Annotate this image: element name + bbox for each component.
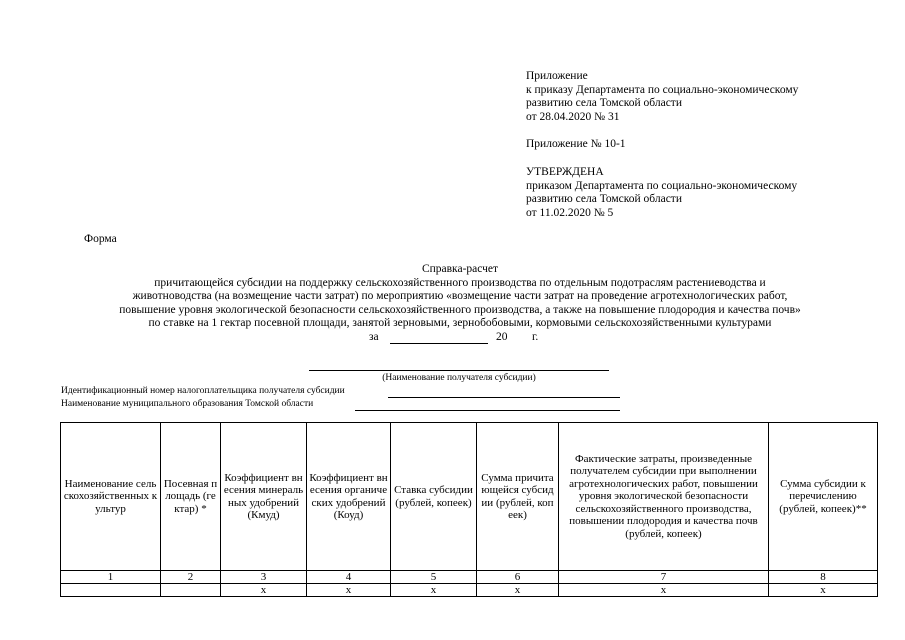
period-fill-line[interactable] xyxy=(390,343,488,344)
table-cell: х xyxy=(769,584,878,597)
municipality-label: Наименование муниципального образования Томской области xyxy=(61,399,314,409)
column-number: 4 xyxy=(307,571,391,584)
appendix-header xyxy=(526,70,798,220)
municipality-fill-line[interactable] xyxy=(355,410,620,411)
header-mineral-coefficient: Коэффициент внесения минеральных удобрений (Кмуд) xyxy=(221,423,307,571)
appendix-line: от 28.04.2020 № 31 xyxy=(526,110,620,123)
approved-line: от 11.02.2020 № 5 xyxy=(526,206,614,219)
title-line: животноводства (на возмещение части затрат) по мероприятию «возмещение части затрат на проведение агротехнологических работ, xyxy=(132,290,788,303)
period-year-suffix: г. xyxy=(532,330,539,343)
period-line xyxy=(40,331,880,345)
table-cell: х xyxy=(307,584,391,597)
header-subsidy-due: Сумма причитающейся субсидии (рублей, копеек) xyxy=(477,423,559,571)
column-number: 1 xyxy=(61,571,161,584)
recipient-caption: (Наименование получателя субсидии) xyxy=(382,373,536,383)
title-heading: Справка-расчет xyxy=(421,263,499,275)
approved-line: УТВЕРЖДЕНА xyxy=(526,165,604,178)
table-header-row xyxy=(61,423,878,571)
document-title xyxy=(40,263,880,345)
column-number: 7 xyxy=(559,571,769,584)
inn-fill-line[interactable] xyxy=(388,397,620,398)
header-actual-costs: Фактические затраты, произведенные получателем субсидии при выполнении агротехнологических работ, повышении уровня экологической безопасности сельскохозяйственного производства, повышении плодородия и качества почв (рублей, копеек) xyxy=(559,423,769,571)
table-cell: х xyxy=(221,584,307,597)
approved-line: развитию села Томской области xyxy=(526,193,682,206)
header-subsidy-rate: Ставка субсидии (рублей, копеек) xyxy=(391,423,477,571)
period-year: 20 xyxy=(496,330,508,343)
appendix-line: развитию села Томской области xyxy=(526,97,682,110)
recipient-fill-line[interactable] xyxy=(309,370,609,371)
table-cell: х xyxy=(477,584,559,597)
appendix-line: Приложение xyxy=(526,70,588,82)
header-organic-coefficient: Коэффициент внесения органических удобрений (Коуд) xyxy=(307,423,391,571)
title-line: причитающейся субсидии на поддержку сельскохозяйственного производства по отдельным подотраслям растениеводства и xyxy=(154,276,766,289)
column-number: 8 xyxy=(769,571,878,584)
form-label: Форма xyxy=(84,233,117,245)
column-number: 2 xyxy=(161,571,221,584)
header-subsidy-transfer: Сумма субсидии к перечислению (рублей, копеек)** xyxy=(769,423,878,571)
title-line: по ставке на 1 гектар посевной площади, занятой зерновыми, зернобобовыми, кормовыми сельскохозяйственными культурами xyxy=(148,317,772,330)
subsidy-table xyxy=(60,422,878,597)
appendix-number: Приложение № 10-1 xyxy=(526,138,626,151)
table-cell[interactable] xyxy=(61,584,161,597)
table-cell: х xyxy=(391,584,477,597)
approved-line: приказом Департамента по социально-экономическому xyxy=(526,179,798,192)
inn-label: Идентификационный номер налогоплательщика получателя субсидии xyxy=(61,386,345,396)
table-cell: х xyxy=(559,584,769,597)
column-number: 5 xyxy=(391,571,477,584)
column-number: 6 xyxy=(477,571,559,584)
header-sown-area: Посевная площадь (гектар) * xyxy=(161,423,221,571)
table-row-numbers xyxy=(61,571,878,584)
appendix-line: к приказу Департамента по социально-экономическому xyxy=(526,83,799,96)
table-row xyxy=(61,584,878,597)
column-number: 3 xyxy=(221,571,307,584)
title-line: повышение уровня экологической безопасности сельскохозяйственного производства, а также на повышение плодородия и качества почв» xyxy=(119,303,801,316)
table-cell[interactable] xyxy=(161,584,221,597)
period-za-label: за xyxy=(369,330,379,343)
header-crop-name: Наименование сельскохозяйственных культур xyxy=(61,423,161,571)
